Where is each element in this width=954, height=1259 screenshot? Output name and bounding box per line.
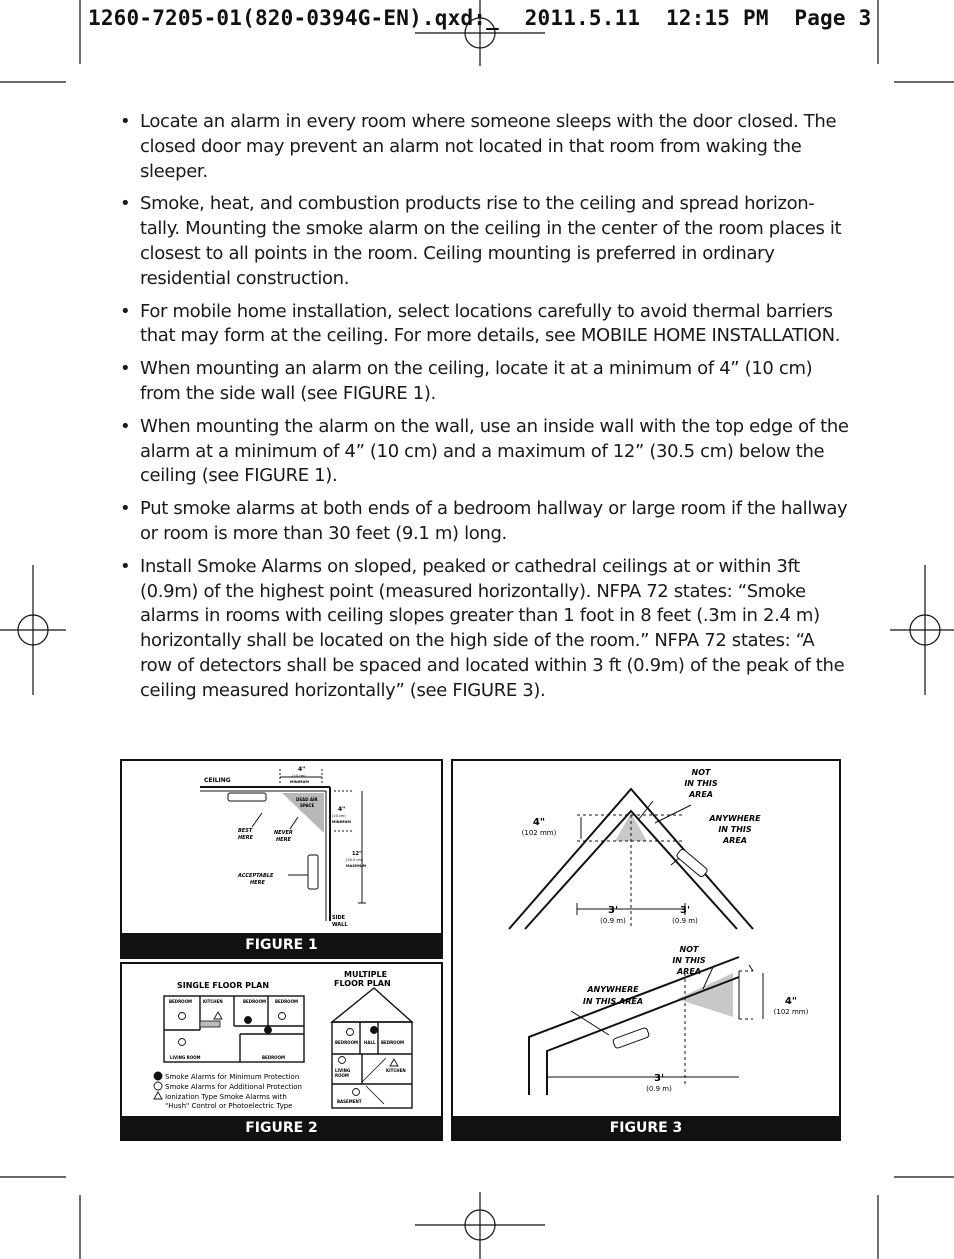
acceptable-here-label-1: ACCEPTABLE	[238, 873, 274, 879]
side-wall-label-1: SIDE	[332, 915, 346, 921]
room-label-bedroom: BEDROOM	[243, 999, 266, 1004]
figure-3-panel	[451, 759, 841, 1141]
room-label-bedroom: BEDROOM	[335, 1040, 358, 1045]
figure-3-diagram	[453, 761, 839, 1117]
list-item: • Put smoke alarms at both ends of a bedroom hallway or large room if the hallway or room is more than 30 feet (9.1 m) long.	[120, 497, 850, 547]
list-item: • When mounting the alarm on the wall, use an inside wall with the top edge of the alarm at a minimum of 4” (10 cm) and a maximum of 12” (30.5 cm) below the ceiling (see FIGURE 1).	[120, 415, 850, 489]
three-foot-dimension: 3'	[679, 905, 691, 916]
top-dimension-note: MINIMUM	[290, 780, 309, 784]
not-in-this-area-label-2: IN THIS	[672, 956, 706, 965]
anywhere-in-this-area-label-2: IN THIS AREA	[582, 997, 644, 1006]
room-label-kitchen: KITCHEN	[386, 1068, 406, 1073]
anywhere-in-this-area-label-2: IN THIS	[718, 825, 752, 834]
list-item: • Smoke, heat, and combustion products rise to the ceiling and spread horizon-tally. Mounting the smoke alarm on the ceiling in the center of the room places it closest to all points in the room. Ceiling mounting is preferred in ordinary residential construction.	[120, 192, 850, 291]
legend-ionization-1: Ionization Type Smoke Alarms with	[165, 1093, 287, 1101]
three-foot-dimension-metric: (0.9 m)	[672, 917, 698, 925]
room-label-hall: HALL	[364, 1040, 376, 1045]
best-here-label-1: BEST	[238, 828, 253, 834]
multiple-floor-plan-title-2: FLOOR PLAN	[334, 979, 391, 988]
room-label-living-1: LIVING	[335, 1068, 351, 1073]
list-item: • Install Smoke Alarms on sloped, peaked or cathedral ceilings at or within 3ft (0.9m) of the highest point (measured horizontally). NFPA 72 states: “Smoke alarms in rooms with ceiling slopes greater than 1 foot in 8 feet (.3m in 2.4 m) horizontally shall be located on the high side of the room.” NFPA 72 states: “A row of detectors shall be spaced and located within 3 ft (0.9m) of the peak of the ceiling measured horizontally” (see FIGURE 3).	[120, 555, 850, 704]
figure-2-diagram	[122, 964, 441, 1114]
legend-minimum-protection: Smoke Alarms for Minimum Protection	[165, 1073, 300, 1081]
dead-air-label-1: DEAD AIR	[296, 797, 318, 802]
acceptable-here-label-2: HERE	[250, 880, 265, 886]
three-foot-dimension-metric: (0.9 m)	[646, 1085, 672, 1093]
three-foot-dimension: 3'	[607, 905, 619, 916]
placement-guidelines-list	[120, 110, 850, 712]
max-dimension-metric: (30.5 cm)	[346, 858, 363, 862]
never-here-label-1: NEVER	[274, 830, 293, 836]
figure-1-diagram	[122, 761, 441, 933]
top-dimension: 4"	[298, 766, 306, 773]
four-inch-dimension: 4"	[532, 817, 546, 828]
room-label-bedroom: BEDROOM	[275, 999, 298, 1004]
room-label-bedroom: BEDROOM	[381, 1040, 404, 1045]
not-in-this-area-label-1: NOT	[679, 945, 699, 954]
four-inch-dimension-metric: (102 mm)	[521, 829, 557, 837]
four-inch-dimension-metric: (102 mm)	[773, 1008, 809, 1016]
list-item: • Locate an alarm in every room where someone sleeps with the door closed. The closed door may prevent an alarm not located in that room from waking the sleeper.	[120, 110, 850, 184]
dead-air-label-2: SPACE	[300, 803, 315, 808]
anywhere-in-this-area-label-1: ANYWHERE	[709, 814, 761, 823]
not-in-this-area-label-3: AREA	[676, 967, 702, 976]
single-floor-plan-title: SINGLE FLOOR PLAN	[177, 981, 270, 990]
not-in-this-area-label-2: IN THIS	[684, 779, 718, 788]
ceiling-label: CEILING	[204, 777, 231, 784]
anywhere-in-this-area-label-1: ANYWHERE	[587, 985, 639, 994]
room-label-bedroom: BEDROOM	[169, 999, 192, 1004]
best-here-label-2: HERE	[238, 835, 253, 841]
figure-1-caption: FIGURE 1	[120, 933, 443, 959]
four-inch-dimension: 4"	[784, 996, 798, 1007]
file-slug-header: 1260-7205-01(820-0394G-EN).qxd:_ 2011.5.11 12:15 PM Page 3	[88, 6, 872, 30]
not-in-this-area-label-3: AREA	[688, 790, 714, 799]
never-here-label-2: HERE	[276, 837, 291, 843]
figure-1-panel	[120, 759, 443, 959]
room-label-living-room: LIVING ROOM	[170, 1055, 201, 1060]
anywhere-in-this-area-label-3: AREA	[722, 836, 748, 845]
three-foot-dimension: 3'	[653, 1073, 665, 1084]
figure-2-caption: FIGURE 2	[120, 1116, 443, 1141]
room-label-kitchen: KITCHEN	[203, 999, 223, 1004]
figure-3-caption: FIGURE 3	[451, 1116, 841, 1141]
max-dimension-note: MAXIMUM	[346, 864, 367, 868]
max-dimension: 12"	[352, 851, 362, 857]
side-wall-label-2: WALL	[332, 922, 348, 928]
room-label-bedroom: BEDROOM	[262, 1055, 285, 1060]
list-item: • When mounting an alarm on the ceiling, locate it at a minimum of 4” (10 cm) from the side wall (see FIGURE 1).	[120, 357, 850, 407]
wall-dimension-metric: (10 cm)	[332, 814, 346, 818]
room-label-living-2: ROOM	[335, 1073, 349, 1078]
multiple-floor-plan-title-1: MULTIPLE	[344, 970, 388, 979]
figure-2-panel	[120, 962, 443, 1141]
three-foot-dimension-metric: (0.9 m)	[600, 917, 626, 925]
room-label-basement: BASEMENT	[337, 1099, 362, 1104]
top-dimension-metric: (10 cm)	[292, 774, 306, 778]
list-item: • For mobile home installation, select locations carefully to avoid thermal barriers that may form at the ceiling. For more details, see MOBILE HOME INSTALLATION.	[120, 300, 850, 350]
wall-dimension-note: MINIMUM	[332, 820, 351, 824]
not-in-this-area-label-1: NOT	[691, 768, 711, 777]
legend-ionization-2: "Hush" Control or Photoelectric Type	[165, 1102, 293, 1110]
legend-additional-protection: Smoke Alarms for Additional Protection	[165, 1083, 302, 1091]
wall-dimension: 4"	[338, 806, 346, 813]
